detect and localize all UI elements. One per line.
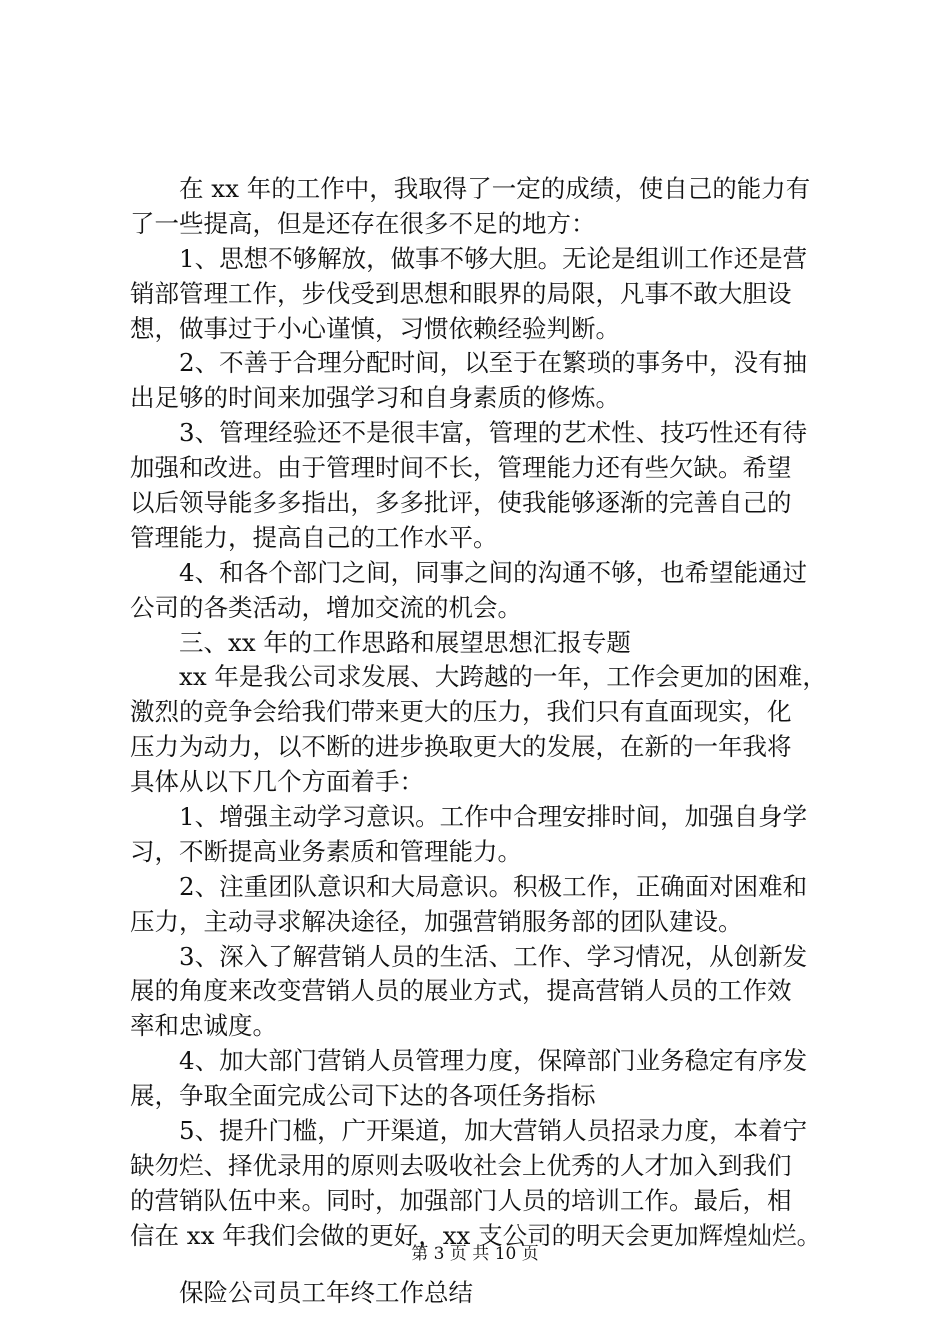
text-line: 具体从以下几个方面着手： — [130, 767, 424, 797]
text-line: 压力，主动寻求解决途径，加强营销服务部的团队建设。 — [130, 906, 743, 936]
section-heading: 三、xx 年的工作思路和展望思想汇报专题 — [130, 627, 631, 657]
text-line: 4、加大部门营销人员管理力度，保障部门业务稳定有序发 — [130, 1046, 808, 1076]
text-line: 的营销队伍中来。同时，加强部门人员的培训工作。最后，相 — [130, 1185, 792, 1215]
text-line: 激烈的竞争会给我们带来更大的压力，我们只有直面现实，化 — [130, 697, 792, 727]
text-line: 销部管理工作，步伐受到思想和眼界的局限，凡事不敢大胆设 — [130, 278, 792, 308]
text-line: 了一些提高，但是还存在很多不足的地方： — [130, 208, 596, 238]
document-body — [130, 172, 830, 1311]
text-line: 信在 xx 年我们会做的更好，xx 支公司的明天会更加辉煌灿烂。 — [130, 1220, 822, 1250]
text-line: xx 年是我公司求发展、大跨越的一年，工作会更加的困难， — [130, 662, 827, 692]
text-line: 4、和各个部门之间，同事之间的沟通不够，也希望能通过 — [130, 557, 808, 587]
text-line: 缺勿烂、择优录用的原则去吸收社会上优秀的人才加入到我们 — [130, 1150, 792, 1180]
text-line: 压力为动力，以不断的进步换取更大的发展，在新的一年我将 — [130, 732, 792, 762]
text-line: 展的角度来改变营销人员的展业方式，提高营销人员的工作效 — [130, 976, 792, 1006]
text-line: 出足够的时间来加强学习和自身素质的修炼。 — [130, 383, 620, 413]
closing-title: 保险公司员工年终工作总结 — [130, 1277, 473, 1307]
text-line: 率和忠诚度。 — [130, 1011, 277, 1041]
text-line: 2、注重团队意识和大局意识。积极工作，正确面对困难和 — [130, 871, 808, 901]
text-line: 1、思想不够解放，做事不够大胆。无论是组训工作还是营 — [130, 243, 808, 273]
text-line: 想，做事过于小心谨慎，习惯依赖经验判断。 — [130, 313, 620, 343]
text-line: 展，争取全面完成公司下达的各项任务指标 — [130, 1081, 596, 1111]
text-line: 习，不断提高业务素质和管理能力。 — [130, 836, 522, 866]
text-line: 以后领导能多多指出，多多批评，使我能够逐渐的完善自己的 — [130, 488, 792, 518]
text-line: 5、提升门槛，广开渠道，加大营销人员招录力度，本着宁 — [130, 1116, 808, 1146]
text-line: 1、增强主动学习意识。工作中合理安排时间，加强自身学 — [130, 802, 808, 832]
text-line: 加强和改进。由于管理时间不长，管理能力还有些欠缺。希望 — [130, 453, 792, 483]
text-line: 在 xx 年的工作中，我取得了一定的成绩，使自己的能力有 — [130, 174, 811, 203]
text-line: 公司的各类活动，增加交流的机会。 — [130, 592, 522, 622]
text-line: 3、管理经验还不是很丰富，管理的艺术性、技巧性还有待 — [130, 418, 808, 448]
page-number-footer: 第 3 页 共 10 页 — [411, 1244, 539, 1264]
text-line: 管理能力，提高自己的工作水平。 — [130, 522, 498, 552]
text-line: 3、深入了解营销人员的生活、工作、学习情况，从创新发 — [130, 941, 808, 971]
text-line: 2、不善于合理分配时间，以至于在繁琐的事务中，没有抽 — [130, 348, 808, 378]
